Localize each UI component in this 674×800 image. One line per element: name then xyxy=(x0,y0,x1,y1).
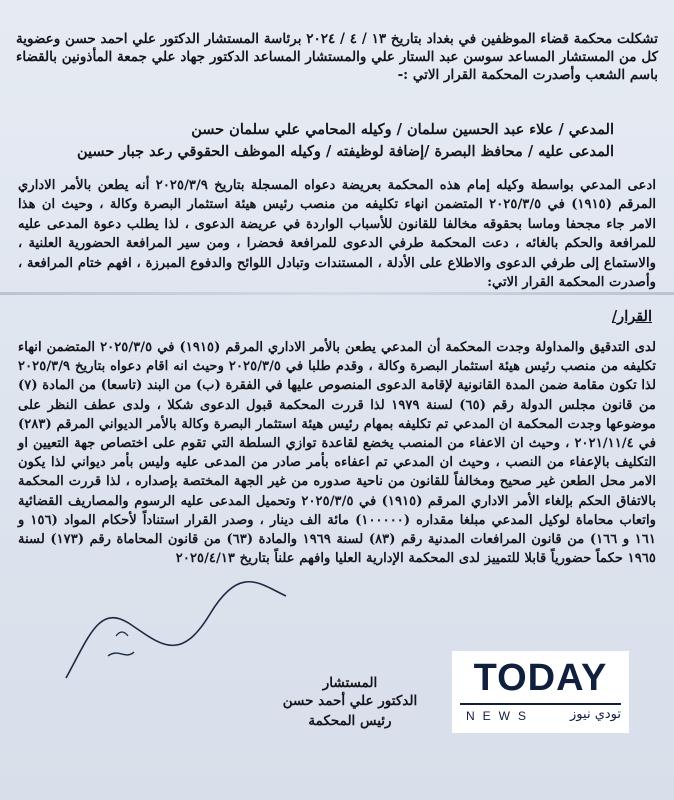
logo-news-ar: تودي نيوز xyxy=(570,707,621,722)
ruling-heading: القرار/ xyxy=(611,308,652,325)
today-news-logo xyxy=(452,651,629,733)
signature-title: المستشار xyxy=(322,675,378,691)
ruling-paragraph: لدى التدقيق والمداولة وجدت المحكمة أن المدعي يطعن بالأمر الاداري المرقم (١٩١٥) في ٢٠٢٥/٣/٥ المتضمن انهاء تكليفه من منصب رئيس هيئة استثمار البصرة وكالة ، وقدم طلبا في ٢٠٢٥/٣/٥ وحيث انه اقام دعواه بتاريخ ٢٠٢٥/٣/٩ لذا تكون مقامة ضمن المدة القانونية لإقامة الدعوى المنصوص عليها في الفقرة (ب) من البند (تاسعا) من المادة (٧) من قانون مجلس الدولة رقم (٦٥) لسنة ١٩٧٩ لذا قررت المحكمة قبول الدعوى شكلا ، ولدى عطف النظر على موضوعها وجدت المحكمة ان المدعي تم تكليفه بمهام رئيس هيئة استثمار البصرة وكالة بالأمر الديواني المرقم (٢٨٣) في ٢٠٢١/١١/٤ ، وحيث ان الاعفاء من المنصب يخضع لقاعدة توازي السلطة التي تقوم على اختصاص جهة التعيين او التكليف بالإعفاء من النصب ، وحيث ان المدعي تم اعفاءه بأمر صادر من المدعى عليه وليس بأمر ديواني لذا يكون الامر محل الطعن غير صحيح ومخالفاً للقانون من ناحية صدوره من غير الجهة المختصة بإصداره ، لذا قررت المحكمة بالاتفاق الحكم بإلغاء الأمر الاداري المرقم (١٩١٥) في ٢٠٢٥/٣/٥ وتحميل المدعى عليه الرسوم والمصاريف القضائية واتعاب محاماة لوكيل المدعي مبلغا مقداره (١٠٠٠٠٠) مائة الف دينار ، وصدر القرار استناداً لأحكام المواد (١٥٦ و ١٦١ و ١٦٦) من قانون المرافعات المدنية رقم (٨٣) لسنة ١٩٦٩ والمادة (٦٣) من قانون المحاماة رقم (١٧٣) لسنة ١٩٦٥ حكماً حضورياً قابلا للتمييز لدى المحكمة الإدارية العليا وافهم علناً بتاريخ ٢٠٢٥/٤/١٣ xyxy=(18,340,657,567)
defendant-line: المدعى عليه / محافظ البصرة /إضافة لوظيفته / وكيله الموظف الحقوقي رعد جبار حسين xyxy=(76,143,614,160)
signature-name: الدكتور علي أحمد حسن xyxy=(282,693,418,709)
signature-role: رئيس المحكمة xyxy=(308,713,392,729)
case-facts-paragraph: ادعى المدعي بواسطة وكيله إمام هذه المحكمة بعريضة دعواه المسجلة بتاريخ ٢٠٢٥/٣/٩ أنه يطعن بالأمر الاداري المرقم (١٩١٥) في ٢٠٢٥/٣/٥ المتضمن انهاء تكليفه من منصب رئيس هيئة استثمار البصرة وكالة ، وحيث ان هذا الامر جاء مجحفا وماسا بحقوقه مخالفا للقانون للأسباب الواردة في عريضة الدعوى ، لذا يطلب دعوة المدعى عليه للمرافعة والحكم بالغائه ، دعت المحكمة طرفي الدعوى للمرافعة فحضرا ، ومن سير المرافعة الحضورية العلنية ، والاستماع إلى طرفي الدعوى والاطلاع على الأدلة ، المستندات وتبادل اللوائح والدفوع المبرزة ، افهم ختام المرافعة ، وأصدرت المحكمة القرار الاتي: xyxy=(18,178,657,291)
logo-divider xyxy=(460,703,621,705)
court-formation-paragraph: تشكلت محكمة قضاء الموظفين في بغداد بتاريخ ١٣ / ٤ / ٢٠٢٤ برئاسة المستشار الدكتور علي احمد حسن وعضوية كل من المستشار المساعد سوسن عبد الستار علي والمستشار المساعد الدكتور جهاد علي جمعة المأذونين بالقضاء باسم الشعب وأصدرت المحكمة القرار الاتي :- xyxy=(16,31,658,83)
logo-brand: TODAY xyxy=(473,657,608,699)
paper-fold-line xyxy=(0,292,674,295)
plaintiff-line: المدعي / علاء عبد الحسين سلمان / وكيله المحامي علي سلمان حسن xyxy=(191,121,614,138)
signature-scribble xyxy=(60,574,290,684)
logo-news-en: NEWS xyxy=(466,709,534,723)
